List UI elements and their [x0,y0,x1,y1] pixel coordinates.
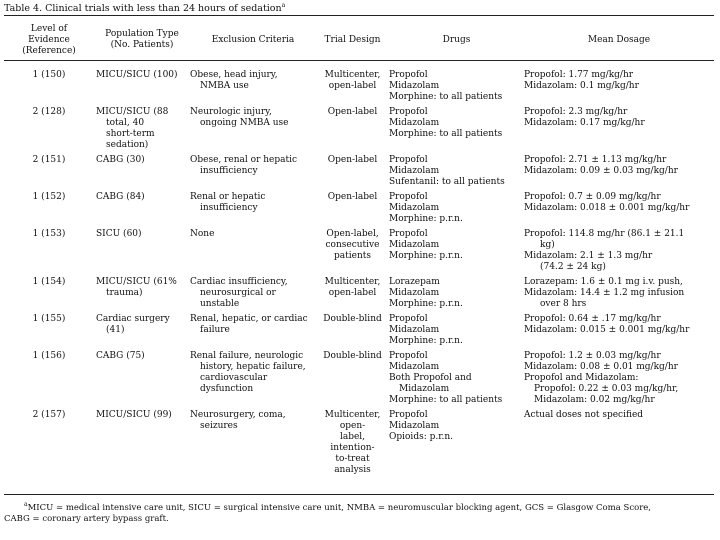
bottom-rule [4,494,714,495]
drugs-line: Sufentanil: to all patients [389,177,505,187]
cell-exclusion [190,351,316,410]
cell-evidence: 1 (156) [32,351,66,361]
drugs-line: Midazolam [389,240,440,250]
cell-drugs [389,107,524,155]
cell-evidence: 1 (154) [32,277,66,287]
design-line: consecutive [325,240,380,250]
dosage-line: Propofol: 0.64 ± .17 mg/kg/hr [524,314,661,324]
exclusion-line: Renal, hepatic, or cardiac [190,314,308,324]
cell-population [94,60,190,107]
table-row [4,229,714,277]
population-line: SICU (60) [96,229,142,239]
footnote-line-1: $^a$MICU = medical intensive care unit, SICU = surgical intensive care unit, NMBA = neuromuscular blocking agent, GCS = Glasgow Coma Score, [24,501,652,513]
cell-evidence: 1 (153) [32,229,66,239]
drugs-line: Midazolam [399,384,450,394]
exclusion-line: None [190,229,215,239]
exclusion-line: history, hepatic failure, [200,362,306,372]
exclusion-line: Obese, renal or hepatic [190,155,298,165]
drugs-line: Midazolam [389,166,440,176]
table-row [4,60,714,107]
dosage-line: Midazolam: 0.018 ± 0.001 mg/kg/hr [524,203,690,213]
drugs-line: Propofol [389,314,428,324]
caption-footnote-mark: a [281,2,286,9]
exclusion-line: cardiovascular [200,373,268,383]
design-line: intention- [330,443,375,453]
dosage-line: Propofol: 0.22 ± 0.03 mg/kg/hr, [534,384,679,394]
design-line: patients [334,251,371,261]
design-line: Multicenter, [324,70,381,80]
cell-evidence: 1 (152) [32,192,66,202]
cell-design [316,277,389,314]
population-line: short-term [106,129,155,139]
population-line: CABG (30) [96,155,145,165]
drugs-line: Midazolam [389,203,440,213]
exclusion-line: Neurosurgery, coma, [190,410,286,420]
dosage-line: Propofol: 114.8 mg/hr (86.1 ± 21.1 [524,229,685,239]
cell-dosage [524,192,714,229]
dosage-line: Midazolam: 0.17 mg/kg/hr [524,118,645,128]
population-line: total, 40 [106,118,145,128]
dosage-line: Propofol: 0.7 ± 0.09 mg/kg/hr [524,192,661,202]
header-evidence: Level of Evidence (Reference) [22,23,76,56]
cell-evidence: 2 (128) [32,107,66,117]
design-line: Double-blind [323,314,382,324]
table-body [4,60,714,480]
table-row [4,314,714,351]
exclusion-line: NMBA use [200,81,249,91]
drugs-line: Lorazepam [389,277,440,287]
header-row [4,20,714,60]
cell-population [94,351,190,410]
cell-dosage [524,155,714,192]
cell-dosage [524,314,714,351]
dosage-line: Midazolam: 0.08 ± 0.01 mg/kg/hr [524,362,678,372]
exclusion-line: unstable [200,299,240,309]
dosage-line: Propofol: 2.71 ± 1.13 mg/kg/hr [524,155,667,165]
cell-design [316,314,389,351]
population-line: sedation) [106,140,149,150]
design-line: label, [339,432,366,442]
drugs-line: Opioids: p.r.n. [389,432,454,442]
table-row [4,351,714,410]
drugs-line: Morphine: p.r.n. [389,336,463,346]
cell-dosage [524,351,714,410]
design-line: Open-label [327,107,378,117]
cell-design [316,229,389,277]
cell-population [94,229,190,277]
table-row [4,277,714,314]
cell-drugs [389,314,524,351]
dosage-line: Propofol: 2.3 mg/kg/hr [524,107,628,117]
drugs-line: Propofol [389,155,428,165]
cell-design [316,60,389,107]
table-caption [4,0,285,15]
dosage-line: over 8 hrs [540,299,587,309]
design-line: open-label [328,81,377,91]
cell-exclusion [190,410,316,480]
dosage-line: Midazolam: 0.09 ± 0.03 mg/kg/hr [524,166,678,176]
table-row [4,410,714,480]
dosage-line: Actual doses not specified [524,410,644,420]
dosage-line: Midazolam: 2.1 ± 1.3 mg/hr [524,251,653,261]
design-line: Multicenter, [324,410,381,420]
cell-population [94,155,190,192]
header-exclusion: Exclusion Criteria [211,34,295,45]
cell-drugs [389,192,524,229]
drugs-line: Morphine: to all patients [389,395,503,405]
cell-exclusion [190,314,316,351]
cell-drugs [389,410,524,480]
exclusion-line: Renal failure, neurologic [190,351,304,361]
cell-exclusion [190,192,316,229]
drugs-line: Morphine: to all patients [389,92,503,102]
cell-exclusion [190,229,316,277]
dosage-line: Midazolam: 14.4 ± 1.2 mg infusion [524,288,685,298]
design-line: Double-blind [323,351,382,361]
cell-population [94,314,190,351]
table-row [4,192,714,229]
dosage-line: Propofol and Midazolam: [524,373,639,383]
population-line: MICU/SICU (99) [96,410,172,420]
cell-exclusion [190,107,316,155]
drugs-line: Propofol [389,70,428,80]
header-design: Trial Design [324,34,381,45]
cell-population [94,107,190,155]
dosage-line: (74.2 ± 24 kg) [540,262,606,272]
footnote [4,499,714,525]
drugs-line: Morphine: p.r.n. [389,251,463,261]
trials-table [4,20,714,480]
cell-exclusion [190,277,316,314]
table-row [4,155,714,192]
exclusion-line: failure [200,325,230,335]
cell-dosage [524,60,714,107]
cell-drugs [389,229,524,277]
drugs-line: Midazolam [389,81,440,91]
population-line: MICU/SICU (61% [96,277,177,287]
exclusion-line: insufficiency [200,166,258,176]
design-line: Open-label, [326,229,379,239]
cell-evidence: 2 (151) [32,155,66,165]
drugs-line: Propofol [389,229,428,239]
design-line: open-label [328,288,377,298]
population-line: MICU/SICU (88 [96,107,169,117]
drugs-line: Morphine: p.r.n. [389,299,463,309]
dosage-line: Propofol: 1.2 ± 0.03 mg/kg/hr [524,351,661,361]
cell-dosage [524,107,714,155]
cell-dosage [524,229,714,277]
exclusion-line: seizures [200,421,238,431]
cell-drugs [389,60,524,107]
dosage-line: Lorazepam: 1.6 ± 0.1 mg i.v. push, [524,277,683,287]
header-population: Population Type (No. Patients) [105,29,179,50]
drugs-line: Morphine: to all patients [389,129,503,139]
cell-design [316,107,389,155]
drugs-line: Midazolam [389,288,440,298]
exclusion-line: Renal or hepatic [190,192,266,202]
population-line: CABG (75) [96,351,145,361]
cell-design [316,192,389,229]
design-line: open- [339,421,366,431]
cell-population [94,410,190,480]
design-line: to-treat [335,454,370,464]
dosage-line: Propofol: 1.77 mg/kg/hr [524,70,634,80]
exclusion-line: Obese, head injury, [190,70,278,80]
drugs-line: Midazolam [389,118,440,128]
drugs-line: Propofol [389,107,428,117]
top-rule [4,15,714,16]
cell-design [316,410,389,480]
header-drugs: Drugs [442,34,471,45]
cell-exclusion [190,155,316,192]
design-line: Multicenter, [324,277,381,287]
design-line: Open-label [327,192,378,202]
exclusion-line: Cardiac insufficiency, [190,277,288,287]
cell-drugs [389,351,524,410]
dosage-line: Midazolam: 0.02 mg/kg/hr [534,395,655,405]
drugs-line: Propofol [389,192,428,202]
dosage-line: Midazolam: 0.1 mg/kg/hr [524,81,639,91]
dosage-line: kg) [540,240,555,250]
cell-drugs [389,155,524,192]
population-line: Cardiac surgery [96,314,170,324]
exclusion-line: neurosurgical or [200,288,276,298]
footnote-mark: a [24,501,28,508]
dosage-line: Midazolam: 0.015 ± 0.001 mg/kg/hr [524,325,690,335]
cell-evidence: 2 (157) [32,410,66,420]
cell-dosage [524,410,714,480]
cell-evidence: 1 (155) [32,314,66,324]
population-line: trauma) [106,288,143,298]
caption-text: Table 4. Clinical trials with less than 24 hours of sedation [4,3,282,15]
cell-population [94,192,190,229]
cell-population [94,277,190,314]
drugs-line: Midazolam [389,325,440,335]
population-line: MICU/SICU (100) [96,70,178,80]
cell-design [316,155,389,192]
cell-dosage [524,277,714,314]
exclusion-line: Neurologic injury, [190,107,272,117]
design-line: analysis [334,465,371,475]
population-line: CABG (84) [96,192,145,202]
header-dosage: Mean Dosage [587,34,651,45]
table-row [4,107,714,155]
drugs-line: Propofol [389,410,428,420]
footnote-line-2: CABG = coronary artery bypass graft. [4,513,169,524]
cell-drugs [389,277,524,314]
design-line: Open-label [327,155,378,165]
drugs-line: Midazolam [389,362,440,372]
exclusion-line: dysfunction [200,384,254,394]
drugs-line: Both Propofol and [389,373,472,383]
cell-exclusion [190,60,316,107]
cell-design [316,351,389,410]
drugs-line: Midazolam [389,421,440,431]
drugs-line: Morphine: p.r.n. [389,214,463,224]
exclusion-line: ongoing NMBA use [200,118,289,128]
cell-evidence: 1 (150) [32,70,66,80]
drugs-line: Propofol [389,351,428,361]
population-line: (41) [106,325,125,335]
exclusion-line: insufficiency [200,203,258,213]
